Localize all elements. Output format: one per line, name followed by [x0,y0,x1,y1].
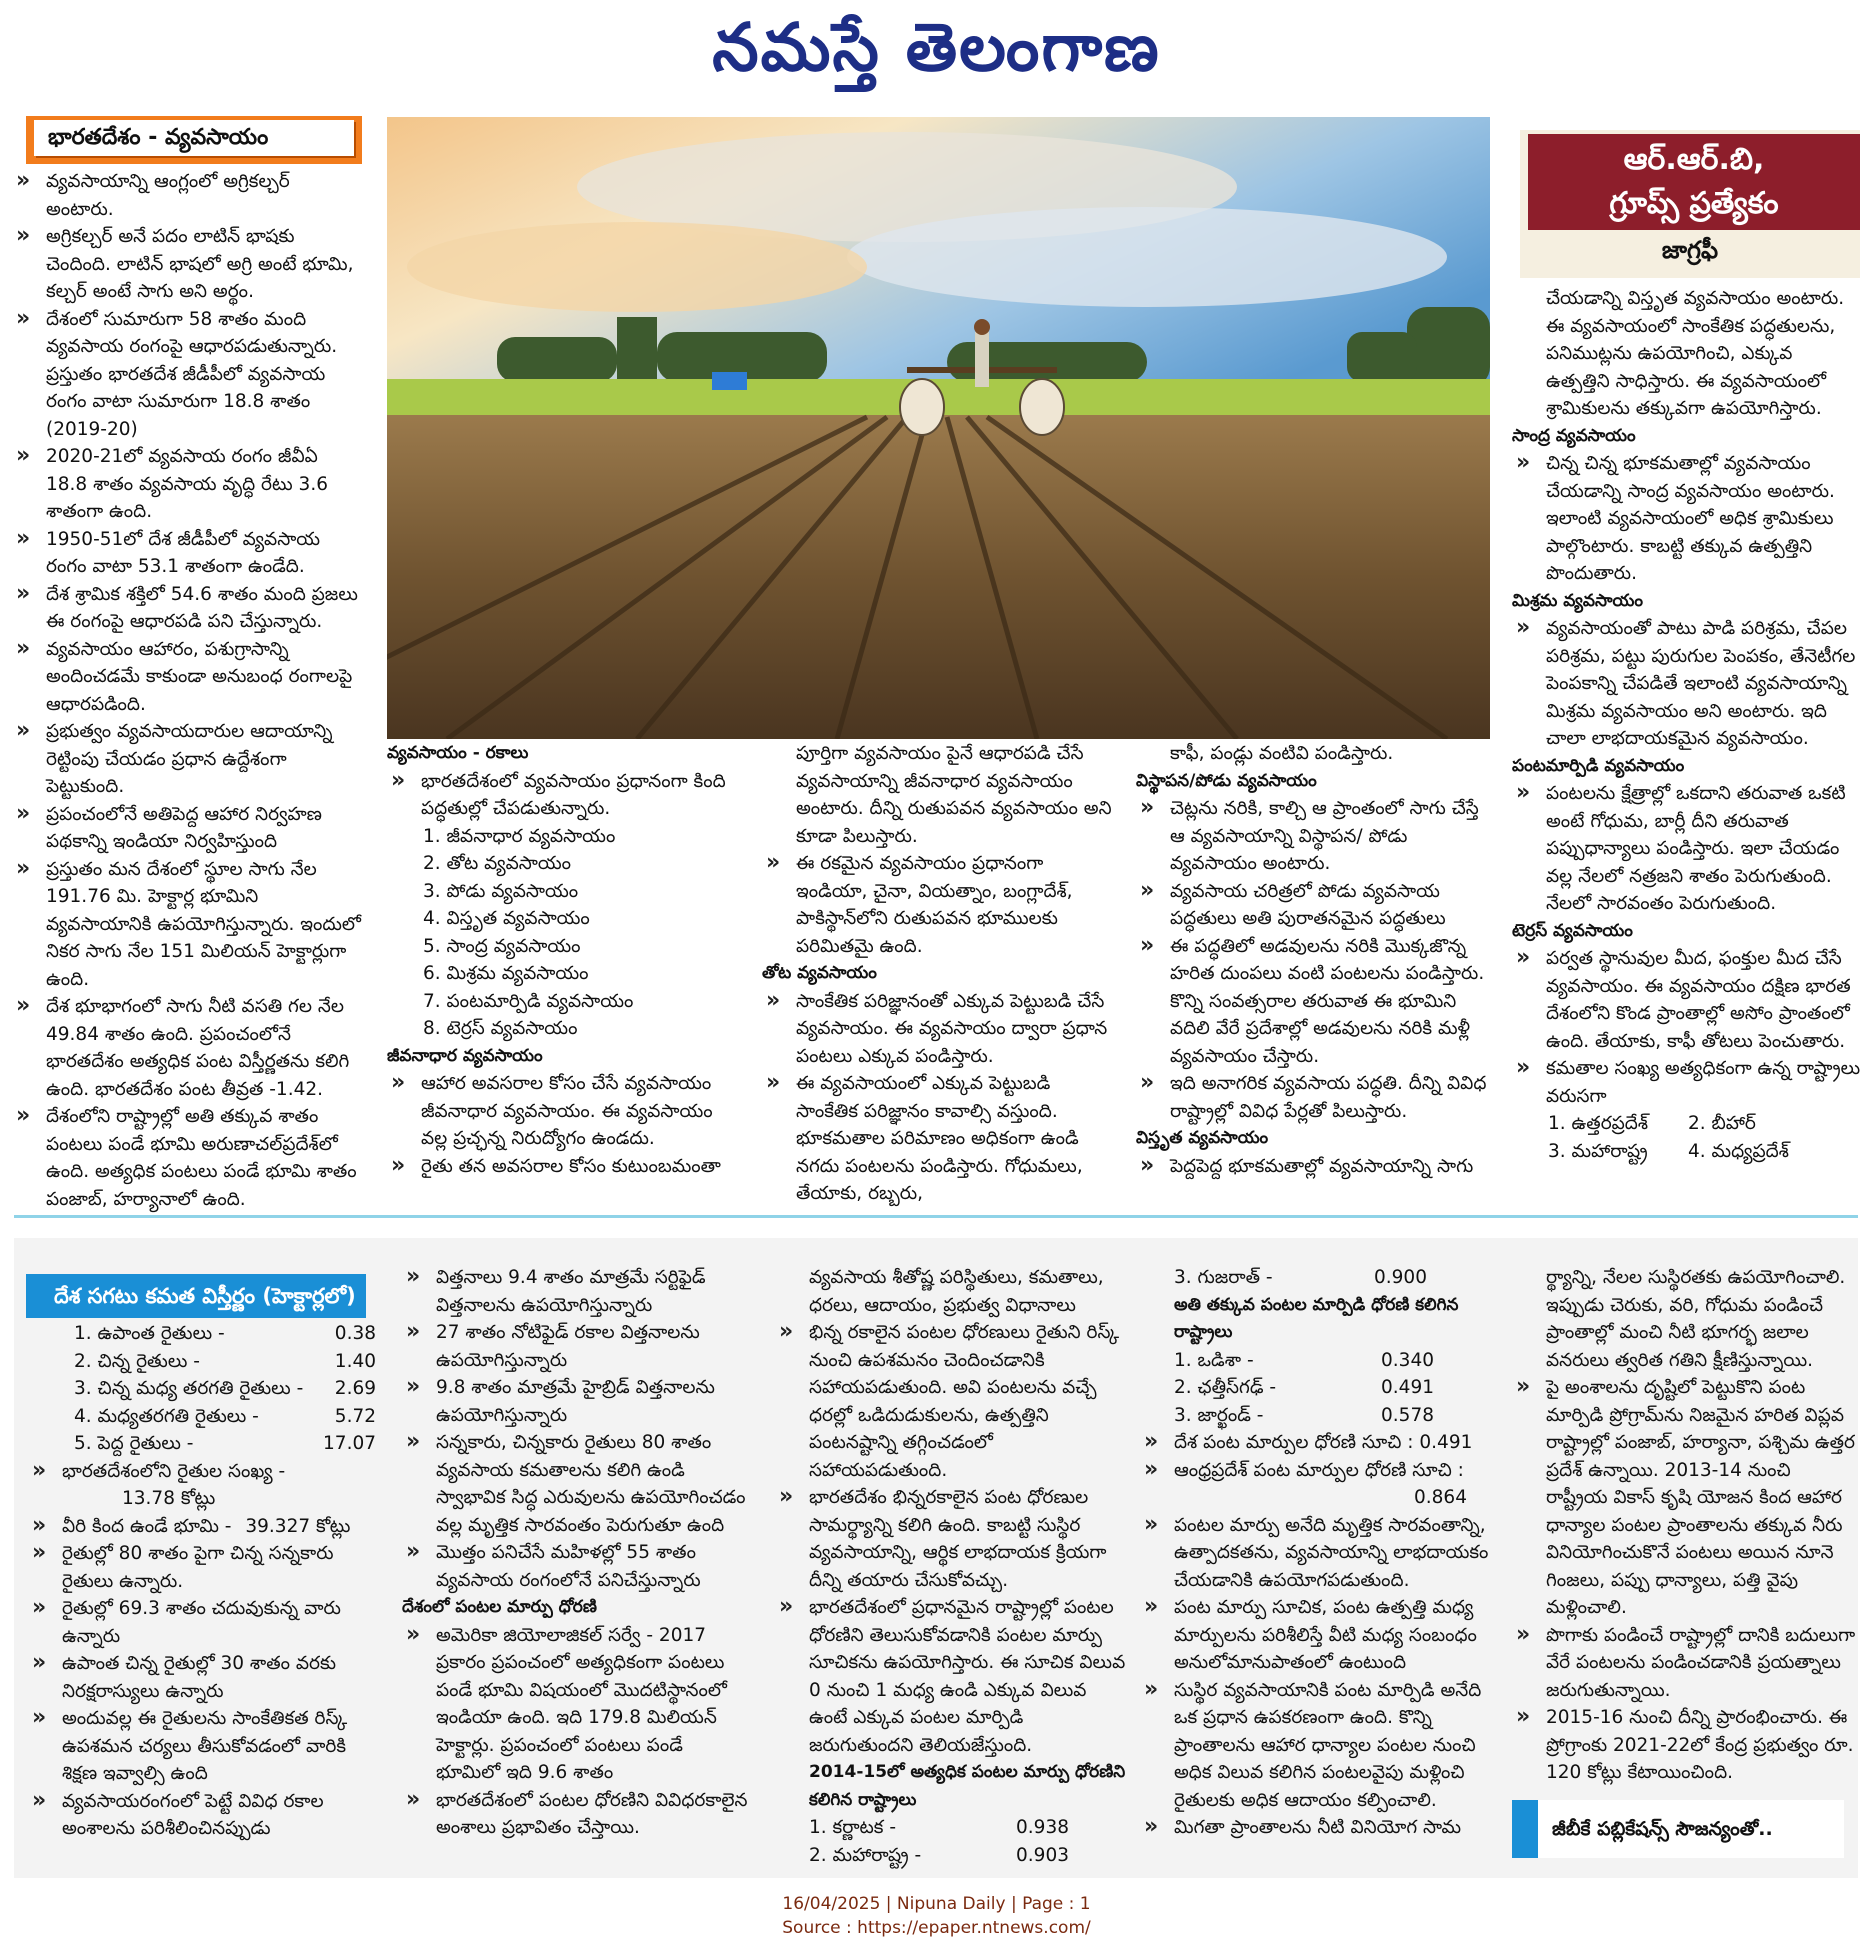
list-item: 5. సాంద్ర వ్యవసాయం [423,935,581,957]
bullet-item: » పొగాకు పండించే రాష్ట్రాల్లో దానికి బదులుగా వేరే పంటలను పండించడానికి ప్రయత్నాలు జరుగుతున్నాయి. [1512,1622,1858,1705]
bullet-item: » భిన్న రకాలైన పంటల ధోరణులు రైతుని రిస్క్ నుంచి ఉపశమనం చెందించడానికి సహాయపడుతుంది. అవి పంటలను వచ్చే ధరల్లో ఒడిదుడుకులను, ఉత్పత్తిని పంటనష్టాన్ని తగ్గించడంలో సహాయపడుతుంది. [775,1319,1127,1484]
subheading: టెర్రస్ వ్యవసాయం [1512,920,1633,941]
rrb-banner [1528,134,1860,230]
subheading: పంటమార్పిడి వ్యవసాయం [1512,755,1685,776]
state-item: 2. బీహార్ [1688,1113,1756,1134]
table-row [1140,1264,1492,1292]
holding-size-heading: దేశ సగటు కమత విస్తీర్ణం (హెక్టార్లలో) [26,1274,366,1318]
bullet-item: » ఈ పద్ధతిలో అడవులను నరికి మొక్కజొన్న హరిత దుంపలు వంటి పంటలను పండిస్తారు. కొన్ని సంవత్సరాల తరువాత ఈ భూమిని వదిలి వేరే ప్రదేశాల్లో అడవులను నరికి మళ్లీ వ్యవసాయం చేస్తారు. [1136,933,1491,1071]
bullet-item: » పంటలను క్షేత్రాల్లో ఒకదాని తరువాత ఒకటి అంటే గోధుమ, బార్లీ దీని తరువాత పప్పుధాన్యాలు పండిస్తారు. ఇలా చేయడం వల్ల నేలలో నత్రజని శాతం పెరుగుతుంది. నేలలో సారవంతం పెరుగుతుంది. [1512,780,1862,918]
row-value: 17.07 [323,1433,376,1454]
bullet-item: » కమతాల సంఖ్య అత్యధికంగా ఉన్న రాష్ట్రాలు వరుసగా [1512,1055,1862,1110]
table-row [74,1348,378,1376]
states-list [1512,1110,1862,1165]
bullet-item: » ప్రస్తుతం మన దేశంలో స్థూల సాగు నేల 191.76 మి. హెక్టార్ల భూమిని వ్యవసాయానికి ఉపయోగిస్తున్నారు. ఇందులో నికర సాగు నేల 151 మిలియన్ హెక్టార్లుగా ఉంది. [12,856,362,994]
table-row [74,1430,378,1458]
subheading: మిశ్రమ వ్యవసాయం [1512,590,1644,611]
row-value: 2.69 [334,1378,376,1399]
bullet-item: » ఉపాంత చిన్న రైతుల్లో 30 శాతం వరకు నిరక్షరాస్యులు ఉన్నారు [28,1650,378,1705]
subheading: సాంద్ర వ్యవసాయం [1512,425,1636,446]
row-value: 0.491 [1381,1377,1434,1398]
bullet-item: » 2020-21లో వ్యవసాయ రంగం జీవీఏ 18.8 శాతం వ్యవసాయ వృద్ధి రేటు 3.6 శాతంగా ఉంది. [12,443,362,526]
row-value: 0.340 [1381,1349,1434,1371]
low-rotation-states [1140,1347,1492,1430]
bullet-item: » మొత్తం పనిచేసే మహిళల్లో 55 శాతం వ్యవసాయ రంగంలోనే పనిచేస్తున్నారు [402,1539,752,1594]
bottom-column-five [1512,1264,1858,1787]
list-item: 4. విస్తృత వ్యవసాయం [423,908,590,929]
subheading: వ్యవసాయం - రకాలు [387,743,529,763]
table-row [1174,1402,1492,1430]
bullet-item: » దేశంలో సుమారుగా 58 శాతం మంది వ్యవసాయ రంగంపై ఆధారపడుతున్నారు. ప్రస్తుతం భారతదేశ జీడీపీలో వ్యవసాయ రంగం వాటా సుమారుగా 18.8 శాతం (2019-20) [12,306,362,444]
credit-box [1512,1800,1844,1858]
row-key: 3. చిన్న మధ్య తరగతి రైతులు - [74,1378,304,1399]
bullet-item: » దేశ భూభాగంలో సాగు నీటి వసతి గల నేల 49.84 శాతం ఉంది. ప్రపంచంలోనే భారతదేశం అత్యధిక పంట విస్తీర్ణతను కలిగి ఉంది. భారతదేశం పంట తీవ్రత -1.42. [12,993,362,1103]
bullet-item: » దేశంలోని రాష్ట్రాల్లో అతి తక్కువ శాతం పంటలు పండే భూమి అరుణాచల్‌ప్రదేశ్‌లో ఉంది. అత్యధిక పంటలు పండే భూమి శాతం పంజాబ్, హర్యానాలో ఉంది. [12,1103,362,1213]
farm-photo [387,117,1490,739]
rrb-line1: ఆర్.ఆర్.బి, [1623,142,1765,177]
bullet-item: » పై అంశాలను దృష్టిలో పెట్టుకొని పంట మార్పిడి ప్రోగ్రామ్‌ను నిజమైన హరిత విప్లవ రాష్ట్రాల్లో పంజాబ్, హర్యానా, పశ్చిమ ఉత్తర ప్రదేశ్ ఉన్నాయి. 2013-14 నుంచి రాష్ట్రీయ వికాస్ కృషి యోజన కింద ఆహార ధాన్యాల పంటల ప్రాంతాలను తక్కువ నీరు వినియోగించుకొనే పంటలు అయిన నూనె గింజలు, పప్పు ధాన్యాలు, పత్తి వైపు మళ్లించాలి. [1512,1374,1858,1622]
credit-text: జీబీకే పబ్లికేషన్స్ సౌజన్యంతో.. [1552,1818,1773,1840]
bullet-item: » పంటల మార్పు అనేది మృత్తిక సారవంతాన్ని, ఉత్పాదకతను, వ్యవసాయాన్ని లాభదాయకం చేయడానికి ఉపయోగపడుతుంది. [1140,1512,1492,1595]
footer-source-line: Source : https://epaper.ntnews.com/ [782,1918,1091,1938]
subheading: విస్థాపన/పోడు వ్యవసాయం [1136,770,1317,791]
table-row [1174,1374,1492,1402]
bullet-item: » భారతదేశంలో ప్రధానమైన రాష్ట్రాల్లో పంటల ధోరణిని తెలుసుకోవడానికి పంటల మార్పు సూచికను ఉపయోగిస్తారు. ఈ సూచిక విలువ 0 నుంచి 1 మధ్య ఉండి ఎక్కువ విలువ ఉంటే ఎక్కువ పంటల మార్పిడి జరుగుతుందని తెలియజేస్తుంది. [775,1594,1127,1759]
farmers-count-label: భారతదేశంలోని రైతుల సంఖ్య - [62,1460,286,1482]
table-row [809,1814,1127,1842]
bullet-item: » సుస్థిర వ్యవసాయానికి పంట మార్పిడి అనేది ఒక ప్రధాన ఉపకరణంగా ఉంది. కొన్ని ప్రాంతాలను ఆహార ధాన్యాల పంటల నుంచి అధిక విలువ కలిగిన పంటలవైపు మళ్లించి రైతులకు అధిక ఆదాయం కల్పించాలి. [1140,1677,1492,1815]
bullet-item [1140,1457,1492,1512]
paragraph: వ్యవసాయ శీతోష్ణ పరిస్థితులు, కమతాలు, ధరలు, ఆదాయం, ప్రభుత్వ విధానాలు [809,1267,1104,1316]
bullet-item: » 9.8 శాతం మాత్రమే హైబ్రిడ్ విత్తనాలను ఉపయోగిస్తున్నారు [402,1374,752,1429]
list-item: 8. టెర్రస్ వ్యవసాయం [423,1018,578,1039]
bottom-column-one [28,1320,378,1843]
bullet-item: » పంట మార్పు సూచిక, పంట ఉత్పత్తి మధ్య మార్పులను పరిశీలిస్తే వీటి మధ్య సంబంధం అనులోమానుపాతంలో ఉంటుంది [1140,1594,1492,1677]
bullet-item: » 1950-51లో దేశ జీడీపీలో వ్యవసాయ రంగం వాటా 53.1 శాతంగా ఉండేది. [12,526,362,581]
row-key: 3. గుజరాత్ - [1174,1267,1273,1288]
bullet-item: » వ్యవసాయంతో పాటు పాడి పరిశ్రమ, చేపల పరిశ్రమ, పట్టు పురుగుల పెంపకం, తేనెటీగల పెంపకాన్ని చేపడితే ఇలాంటి వ్యవసాయాన్ని మిశ్రమ వ్యవసాయం అని అంటారు. ఇది చాలా లాభదాయకమైన వ్యవసాయం. [1512,615,1862,753]
paragraph: కాఫీ, పండ్లు వంటివి పండిస్తారు. [1170,743,1394,764]
rrb-line2: గ్రూప్స్ ప్రత్యేకం [1609,186,1779,221]
table-row [809,1842,1127,1870]
bullet-item: » భారతదేశంలో వ్యవసాయం ప్రధానంగా కింది పద్ధతుల్లో చేపడుతున్నారు. [387,768,739,823]
bullet-item: » చెట్లను నరికి, కాల్చి ఆ ప్రాంతంలో సాగు చేస్తే ఆ వ్యవసాయాన్ని విస్థాపన/ పోడు వ్యవసాయం అంటారు. [1136,795,1491,878]
paragraph: ర్థ్యాన్ని, నేలల సుస్థిరతకు ఉపయోగించాలి. ఇప్పుడు చెరుకు, వరి, గోధుమ పండించే ప్రాంతాల్లో మంచి నీటి భూగర్భ జలాల వనరులు త్వరిత గతిని క్షీణిస్తున్నాయి. [1546,1267,1846,1371]
section-heading-label: భారతదేశం - వ్యవసాయం [34,120,354,156]
table-row [1174,1347,1492,1375]
holding-size-table [28,1320,378,1458]
bullet-item: » వ్యవసాయ చరిత్రలో పోడు వ్యవసాయ పద్ధతులు అతి పురాతనమైన పద్ధతులు [1136,878,1491,933]
bullet-item: » వ్యవసాయాన్ని ఆంగ్లంలో అగ్రికల్చర్ అంటారు. [12,168,362,223]
bullet-item: » భారతదేశంలో పంటల ధోరణిని వివిధరకాలైన అంశాలు ప్రభావితం చేస్తాయి. [402,1787,752,1842]
bullet-item: » పెద్దపెద్ద భూకమతాల్లో వ్యవసాయాన్ని సాగు [1136,1153,1491,1181]
bullet-item [28,1458,378,1513]
state-item: 1. ఉత్తరప్రదేశ్ [1548,1113,1649,1134]
subheading: అతి తక్కువ పంటల మార్పిడి ధోరణి కలిగిన రాష్ట్రాలు [1174,1294,1459,1342]
row-value: 0.38 [334,1323,376,1344]
state-item: 3. మహారాష్ట్ర [1548,1140,1648,1162]
high-rotation-states [775,1814,1127,1869]
bottom-column-four [1140,1264,1492,1842]
column-two [387,740,739,1180]
bullet-item: » రైతుల్లో 80 శాతం పైగా చిన్న సన్నకారు రైతులు ఉన్నారు. [28,1540,378,1595]
row-key: 3. జార్ఖండ్ - [1174,1404,1264,1426]
bullet-item: » 2015-16 నుంచి దీన్ని ప్రారంభించారు. ఈ ప్రోగ్రాంకు 2021-22లో కేంద్ర ప్రభుత్వం రూ. 120 కోట్లు కేటాయించింది. [1512,1704,1858,1787]
rrb-subject: జాగ్రఫీ [1661,236,1719,264]
bullet-item: » చిన్న చిన్న భూకమతాల్లో వ్యవసాయం చేయడాన్ని సాంద్ర వ్యవసాయం అంటారు. ఇలాంటి వ్యవసాయంలో అధిక శ్రామికులు పాల్గొంటారు. కాబట్టి తక్కువ ఉత్పత్తిని పొందుతారు. [1512,450,1862,588]
column-three [762,740,1114,1208]
column-four [1136,740,1491,1180]
paragraph: చేయడాన్ని విస్తృత వ్యవసాయం అంటారు. ఈ వ్యవసాయంలో సాంకేతిక పద్ధతులను, పనిముట్లను ఉపయోగించి, ఎక్కువ ఉత్పత్తిని సాధిస్తారు. ఈ వ్యవసాయంలో శ్రామికులను తక్కువగా ఉపయోగిస్తారు. [1546,288,1845,419]
row-key: 1. కర్ణాటక - [809,1817,897,1838]
table-row [74,1320,378,1348]
row-key: 2. మహారాష్ట్ర - [809,1844,922,1866]
list-item: 1. జీవనాధార వ్యవసాయం [423,825,616,847]
bottom-column-two [402,1264,752,1842]
types-list [387,823,739,1043]
bullet-item: » విత్తనాలు 9.4 శాతం మాత్రమే సర్టిఫైడ్ విత్తనాలను ఉపయోగిస్తున్నారు [402,1264,752,1319]
table-row [74,1375,378,1403]
bullet-item: » అగ్రికల్చర్ అనే పదం లాటిన్ భాషకు చెందింది. లాటిన్ భాషలో అగ్రి అంటే భూమి, కల్చర్ అంటే సాగు అని అర్థం. [12,223,362,306]
row-value: 0.578 [1381,1404,1434,1426]
subheading: విస్తృత వ్యవసాయం [1136,1128,1269,1148]
footer-date-line: 16/04/2025 | Nipuna Daily | Page : 1 [782,1894,1091,1914]
state-item: 4. మధ్యప్రదేశ్ [1688,1140,1789,1162]
plough-field-image [387,117,1490,739]
bullet-item [28,1513,378,1541]
row-key: 1. ఒడిశా - [1174,1349,1254,1371]
page-footer [0,1892,1873,1940]
bullet-item: » దేశ పంట మార్పుల ధోరణి సూచి : 0.491 [1140,1429,1492,1457]
subheading: జీవనాధార వ్యవసాయం [387,1045,543,1066]
list-item: 7. పంటమార్పిడి వ్యవసాయం [423,990,634,1012]
section-divider [14,1215,1858,1218]
table-row [74,1403,378,1431]
land-label: వీరి కింద ఉండే భూమి - [62,1515,232,1537]
list-item: 3. పోడు వ్యవసాయం [423,880,579,902]
row-value: 0.938 [1016,1817,1069,1838]
bullet-item: » ప్రపంచంలోనే అతిపెద్ద ఆహార నిర్వహణ పథకాన్ని ఇండియా నిర్వహిస్తుంది [12,801,362,856]
row-value: 0.900 [1374,1267,1427,1288]
row-key: 4. మధ్యతరగతి రైతులు - [74,1405,259,1427]
section-heading-india-agriculture [12,116,362,164]
bullet-item: » సాంకేతిక పరిజ్ఞానంతో ఎక్కువ పెట్టుబడి చేసే వ్యవసాయం. ఈ వ్యవసాయం ద్వారా ప్రధాన పంటలు ఎక్కువ పండిస్తారు. [762,988,1114,1071]
land-value: 39.327 కోట్లు [245,1515,351,1537]
list-item: 2. తోట వ్యవసాయం [423,853,571,874]
row-value: 1.40 [334,1350,376,1372]
ap-index-label: ఆంధ్రప్రదేశ్ పంట మార్పుల ధోరణి సూచి : [1174,1459,1464,1481]
column-five [1512,285,1862,1165]
bullet-item: » భారతదేశం భిన్నరకాలైన పంట ధోరణుల సామర్థ్యాన్ని కలిగి ఉంది. కాబట్టి సుస్థిర వ్యవసాయాన్ని, ఆర్థిక లాభదాయక క్రియగా దీన్ని తయారు చేసుకోవచ్చు. [775,1484,1127,1594]
bullet-item: » అందువల్ల ఈ రైతులను సాంకేతికత రిస్క్ ఉపశమన చర్యలు తీసుకోవడంలో వారికి శిక్షణ ఇవ్వాల్సి ఉంది [28,1705,378,1788]
bullet-item: » ఆహార అవసరాల కోసం చేసే వ్యవసాయం జీవనాధార వ్యవసాయం. ఈ వ్యవసాయం వల్ల ప్రచ్ఛన్న నిరుద్యోగం ఉండదు. [387,1070,739,1153]
row-value: 5.72 [334,1405,376,1427]
farmers-count-value: 13.78 కోట్లు [122,1488,216,1509]
bullet-item: » సన్నకారు, చిన్నకారు రైతులు 80 శాతం వ్యవసాయ కమతాలను కలిగి ఉండి స్వాభావిక సిద్ధ ఎరువులను ఉపయోగించడం వల్ల మృత్తిక సారవంతం పెరుగుతూ ఉంది [402,1429,752,1539]
row-value: 0.903 [1016,1844,1069,1866]
row-key: 2. చిన్న రైతులు - [74,1350,200,1372]
masthead-title: నమస్తే తెలంగాణ [712,8,1161,86]
bullet-item: » వ్యవసాయరంగంలో పెట్టే వివిధ రకాల అంశాలను పరిశీలించినప్పుడు [28,1788,378,1843]
bullet-item: » 27 శాతం నోటిఫైడ్ రకాల విత్తనాలను ఉపయోగిస్తున్నారు [402,1319,752,1374]
list-item: 6. మిశ్రమ వ్యవసాయం [423,963,589,984]
bullet-item: » దేశ శ్రామిక శక్తిలో 54.6 శాతం మంది ప్రజలు ఈ రంగంపై ఆధారపడి పని చేస్తున్నారు. [12,581,362,636]
bullet-item: » ఈ వ్యవసాయంలో ఎక్కువ పెట్టుబడి సాంకేతిక పరిజ్ఞానం కావాల్సి వస్తుంది. భూకమతాల పరిమాణం అధికంగా ఉండి నగదు పంటలను పండిస్తారు. గోధుమలు, తేయాకు, రబ్బరు, [762,1070,1114,1208]
bullet-item: » రైతు తన అవసరాల కోసం కుటుంబమంతా [387,1153,739,1181]
bullet-item: » వ్యవసాయం ఆహారం, పశుగ్రాసాన్ని అందించడమే కాకుండా అనుబంధ రంగాలపై ఆధారపడింది. [12,636,362,719]
subheading: దేశంలో పంటల మార్పు ధోరణి [402,1597,597,1617]
paragraph: పూర్తిగా వ్యవసాయం పైనే ఆధారపడి చేసే వ్యవసాయాన్ని జీవనాధార వ్యవసాయం అంటారు. దీన్ని రుతుపవన వ్యవసాయం అని కూడా పిలుస్తారు. [796,743,1112,847]
ap-index-value: 0.864 [1414,1487,1467,1508]
subheading: 2014-15లో అత్యధిక పంటల మార్పు ధోరణిని కలిగిన రాష్ట్రాలు [809,1762,1126,1810]
rrb-groups-special-box [1520,130,1860,278]
row-key: 1. ఉపాంత రైతులు - [74,1323,225,1344]
bottom-column-three [775,1264,1127,1869]
bullet-item: » ఇది అనాగరిక వ్యవసాయ పద్ధతి. దీన్ని వివిధ రాష్ట్రాల్లో వివిధ పేర్లతో పిలుస్తారు. [1136,1070,1491,1125]
bullet-item: » అమెరికా జియోలాజికల్ సర్వే - 2017 ప్రకారం ప్రపంచంలో అత్యధికంగా పంటలు పండే భూమి విషయంలో మొదటిస్థానంలో ఇండియా ఉంది. ఇది 179.8 మిలియన్ హెక్టార్లు. ప్రపంచంలో పంటలు పండే భూమిలో ఇది 9.6 శాతం [402,1622,752,1787]
bullet-item: » రైతుల్లో 69.3 శాతం చదువుకున్న వారు ఉన్నారు [28,1595,378,1650]
bullet-item: » పర్వత స్థానువుల మీద, ఫంక్తుల మీద చేసే వ్యవసాయం. ఈ వ్యవసాయం దక్షిణ భారత దేశంలోని కొండ ప్రాంతాల్లో అసోం ప్రాంతంలో ఉంది. తేయాకు, కాఫీ తోటలు పెంచుతారు. [1512,945,1862,1055]
credit-strip [1512,1800,1538,1858]
left-column [12,168,362,1213]
subheading: తోట వ్యవసాయం [762,963,877,983]
bullet-item: » మిగతా ప్రాంతాలను నీటి వినియోగ సామ [1140,1814,1492,1842]
bullet-item: » ఈ రకమైన వ్యవసాయం ప్రధానంగా ఇండియా, చైనా, వియత్నాం, బంగ్లాదేశ్, పాకిస్థాన్‌లోని రుతుపవన భూములకు పరిమితమై ఉంది. [762,850,1114,960]
row-key: 5. పెద్ద రైతులు - [74,1433,194,1454]
bullet-item: » ప్రభుత్వం వ్యవసాయదారుల ఆదాయాన్ని రెట్టింపు చేయడం ప్రధాన ఉద్దేశంగా పెట్టుకుంది. [12,718,362,801]
row-key: 2. ఛత్తీస్‌గఢ్ - [1174,1377,1277,1398]
